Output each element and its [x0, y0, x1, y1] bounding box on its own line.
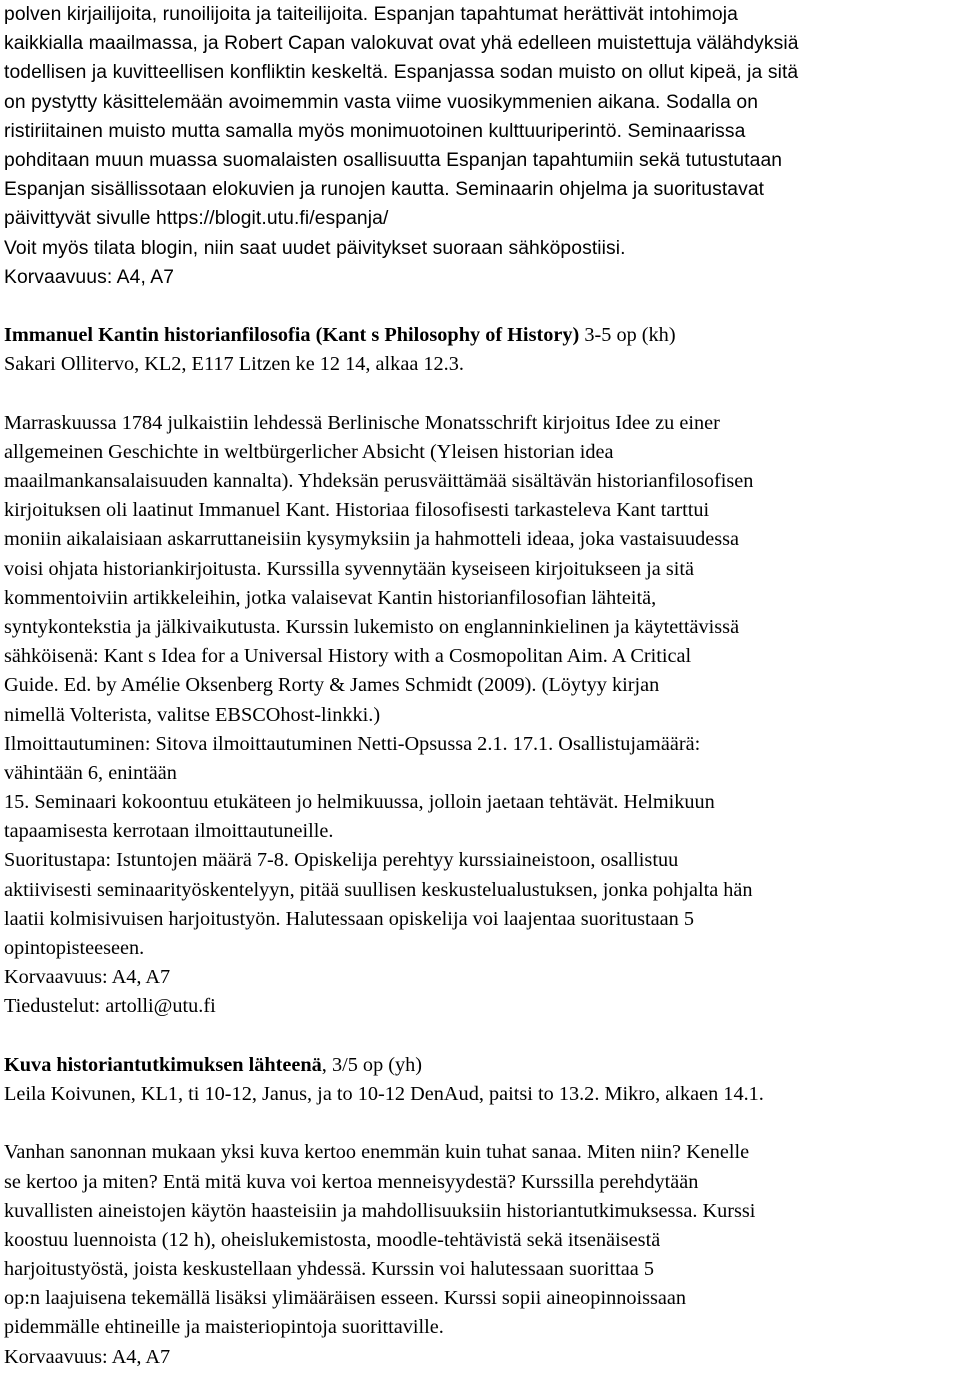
body-line: sähköisenä: Kant s Idea for a Universal History with a Cosmopolitan Aim. A Critical [4, 645, 692, 668]
course-title: Kuva historiantutkimuksen lähteenä [4, 1053, 322, 1076]
body-line: Espanjan sisällissotaan elokuvien ja runojen kautta. Seminaarin ohjelma ja suoritustavat [4, 179, 765, 201]
spacer [4, 1022, 954, 1051]
body-line: pidemmälle ehtineille ja maisteriopintoja suorittaville. [4, 1316, 444, 1339]
blog-link-line: päivittyvät sivulle https://blogit.utu.fi/espanja/ [4, 208, 389, 230]
body-line: Ilmoittautuminen: Sitova ilmoittautuminen Netti-Opsussa 2.1. 17.1. Osallistujamäärä: [4, 732, 701, 755]
inquiries-contact: Tiedustelut: artolli@utu.fi [4, 995, 216, 1018]
body-line: kaikkialla maailmassa, ja Robert Capan valokuvat ovat yhä edelleen muistettuja välähdyksiä [4, 33, 799, 55]
body-line: syntykontekstia ja jälkivaikutusta. Kurssin lukemisto on englanninkielinen ja käytettävissä [4, 615, 740, 638]
body-line: kommentoiviin artikkeleihin, jotka valaisevat Kantin historianfilosofian lähteitä, [4, 586, 657, 609]
course-heading [4, 321, 954, 350]
body-line: se kertoo ja miten? Entä mitä kuva voi kertoa menneisyydestä? Kurssilla perehdytään [4, 1170, 699, 1193]
body-line: pohditaan muun muassa suomalaisten osallisuutta Espanjan tapahtumiin sekä tutustutaan [4, 149, 783, 171]
equivalence-note: Korvaavuus: A4, A7 [4, 966, 171, 989]
spain-seminar-section [4, 0, 954, 292]
body-line: kuvallisten aineistojen käytön haasteisiin ja mahdollisuuksiin historiantutkimuksessa. Kurssi [4, 1199, 756, 1222]
body-line: vähintään 6, enintään [4, 761, 177, 784]
body-line: 15. Seminaari kokoontuu etukäteen jo helmikuussa, jolloin jaetaan tehtävät. Helmikuun [4, 791, 715, 814]
course-info: Sakari Ollitervo, KL2, E117 Litzen ke 12 14, alkaa 12.3. [4, 353, 464, 376]
equivalence-note: Korvaavuus: A4, A7 [4, 1345, 171, 1368]
body-line: allgemeinen Geschichte in weltbürgerlicher Absicht (Yleisen historian idea [4, 440, 614, 463]
body-line: on pystytty käsittelemään avoimemmin vasta viime vuosikymmenien aikana. Sodalla on [4, 91, 759, 113]
body-line: Voit myös tilata blogin, niin saat uudet päivitykset suoraan sähköpostiisi. [4, 237, 626, 259]
body-line: polven kirjailijoita, runoilijoita ja taiteilijoita. Espanjan tapahtumat herättivät intohimoja [4, 4, 738, 25]
body-line: maailmankansalaisuuden kannalta). Yhdeksän perusväittämää sisältävän historianfilosofisen [4, 470, 754, 492]
body-line: voisi ohjata historiankirjoitusta. Kurssilla syvennytään kyseiseen kirjoitukseen ja sitä [4, 557, 694, 580]
body-line: aktiivisesti seminaarityöskentelyyn, pitää suullisen keskustelualustuksen, jonka pohjalta hän [4, 878, 753, 901]
body-line: moniin aikalaisiaan askarruttaneisiin kysymyksiin ja hahmotteli ideaa, joka vastaisuudessa [4, 528, 740, 551]
kant-course-section [4, 321, 954, 1022]
body-line: koostuu luennoista (12 h), oheislukemistosta, moodle-tehtävistä sekä itsenäisestä [4, 1228, 661, 1251]
image-course-section [4, 1051, 954, 1372]
body-line: tapaamisesta kerrotaan ilmoittautuneille. [4, 820, 334, 843]
course-title: Immanuel Kantin historianfilosofia (Kant s Philosophy of History) [4, 324, 580, 347]
body-line: Vanhan sanonnan mukaan yksi kuva kertoo enemmän kuin tuhat sanaa. Miten niin? Kenelle [4, 1141, 750, 1164]
body-line: harjoitustyöstä, joista keskustellaan yhdessä. Kurssin voi halutessaan suorittaa 5 [4, 1258, 655, 1281]
course-credits: , 3/5 op (yh) [321, 1053, 423, 1076]
body-line: Guide. Ed. by Amélie Oksenberg Rorty & James Schmidt (2009). (Löytyy kirjan [4, 674, 660, 697]
spacer [4, 292, 954, 321]
body-line: opintopisteeseen. [4, 937, 145, 959]
spacer [4, 379, 954, 408]
body-line: Marraskuussa 1784 julkaistiin lehdessä Berlinische Monatsschrift kirjoitus Idee zu einer [4, 411, 720, 434]
course-info: Leila Koivunen, KL1, ti 10-12, Janus, ja to 10-12 DenAud, paitsi to 13.2. Mikro, alkaen 14.1. [4, 1082, 764, 1105]
body-line: laatii kolmisivuisen harjoitustyön. Halutessaan opiskelija voi laajentaa suoritustaan 5 [4, 907, 694, 930]
body-line: ristiriitainen muisto mutta samalla myös monimuotoinen kulttuuriperintö. Seminaarissa [4, 120, 746, 142]
body-line: todellisen ja kuvitteellisen konfliktin keskeltä. Espanjassa sodan muisto on ollut kipeä, ja sitä [4, 62, 799, 84]
body-line: kirjoituksen oli laatinut Immanuel Kant. Historiaa filosofisesti tarkasteleva Kant tarttui [4, 499, 710, 522]
equivalence-note: Korvaavuus: A4, A7 [4, 266, 175, 288]
body-line: op:n laajuisena tekemällä lisäksi ylimääräisen esseen. Kurssi sopii aineopinnoissaan [4, 1287, 687, 1310]
course-heading [4, 1051, 954, 1080]
spacer [4, 1109, 954, 1138]
body-line: Suoritustapa: Istuntojen määrä 7-8. Opiskelija perehtyy kurssiaineistoon, osallistuu [4, 849, 679, 872]
course-credits: 3-5 op (kh) [579, 324, 676, 347]
body-line: nimellä Volterista, valitse EBSCOhost-linkki.) [4, 703, 381, 726]
